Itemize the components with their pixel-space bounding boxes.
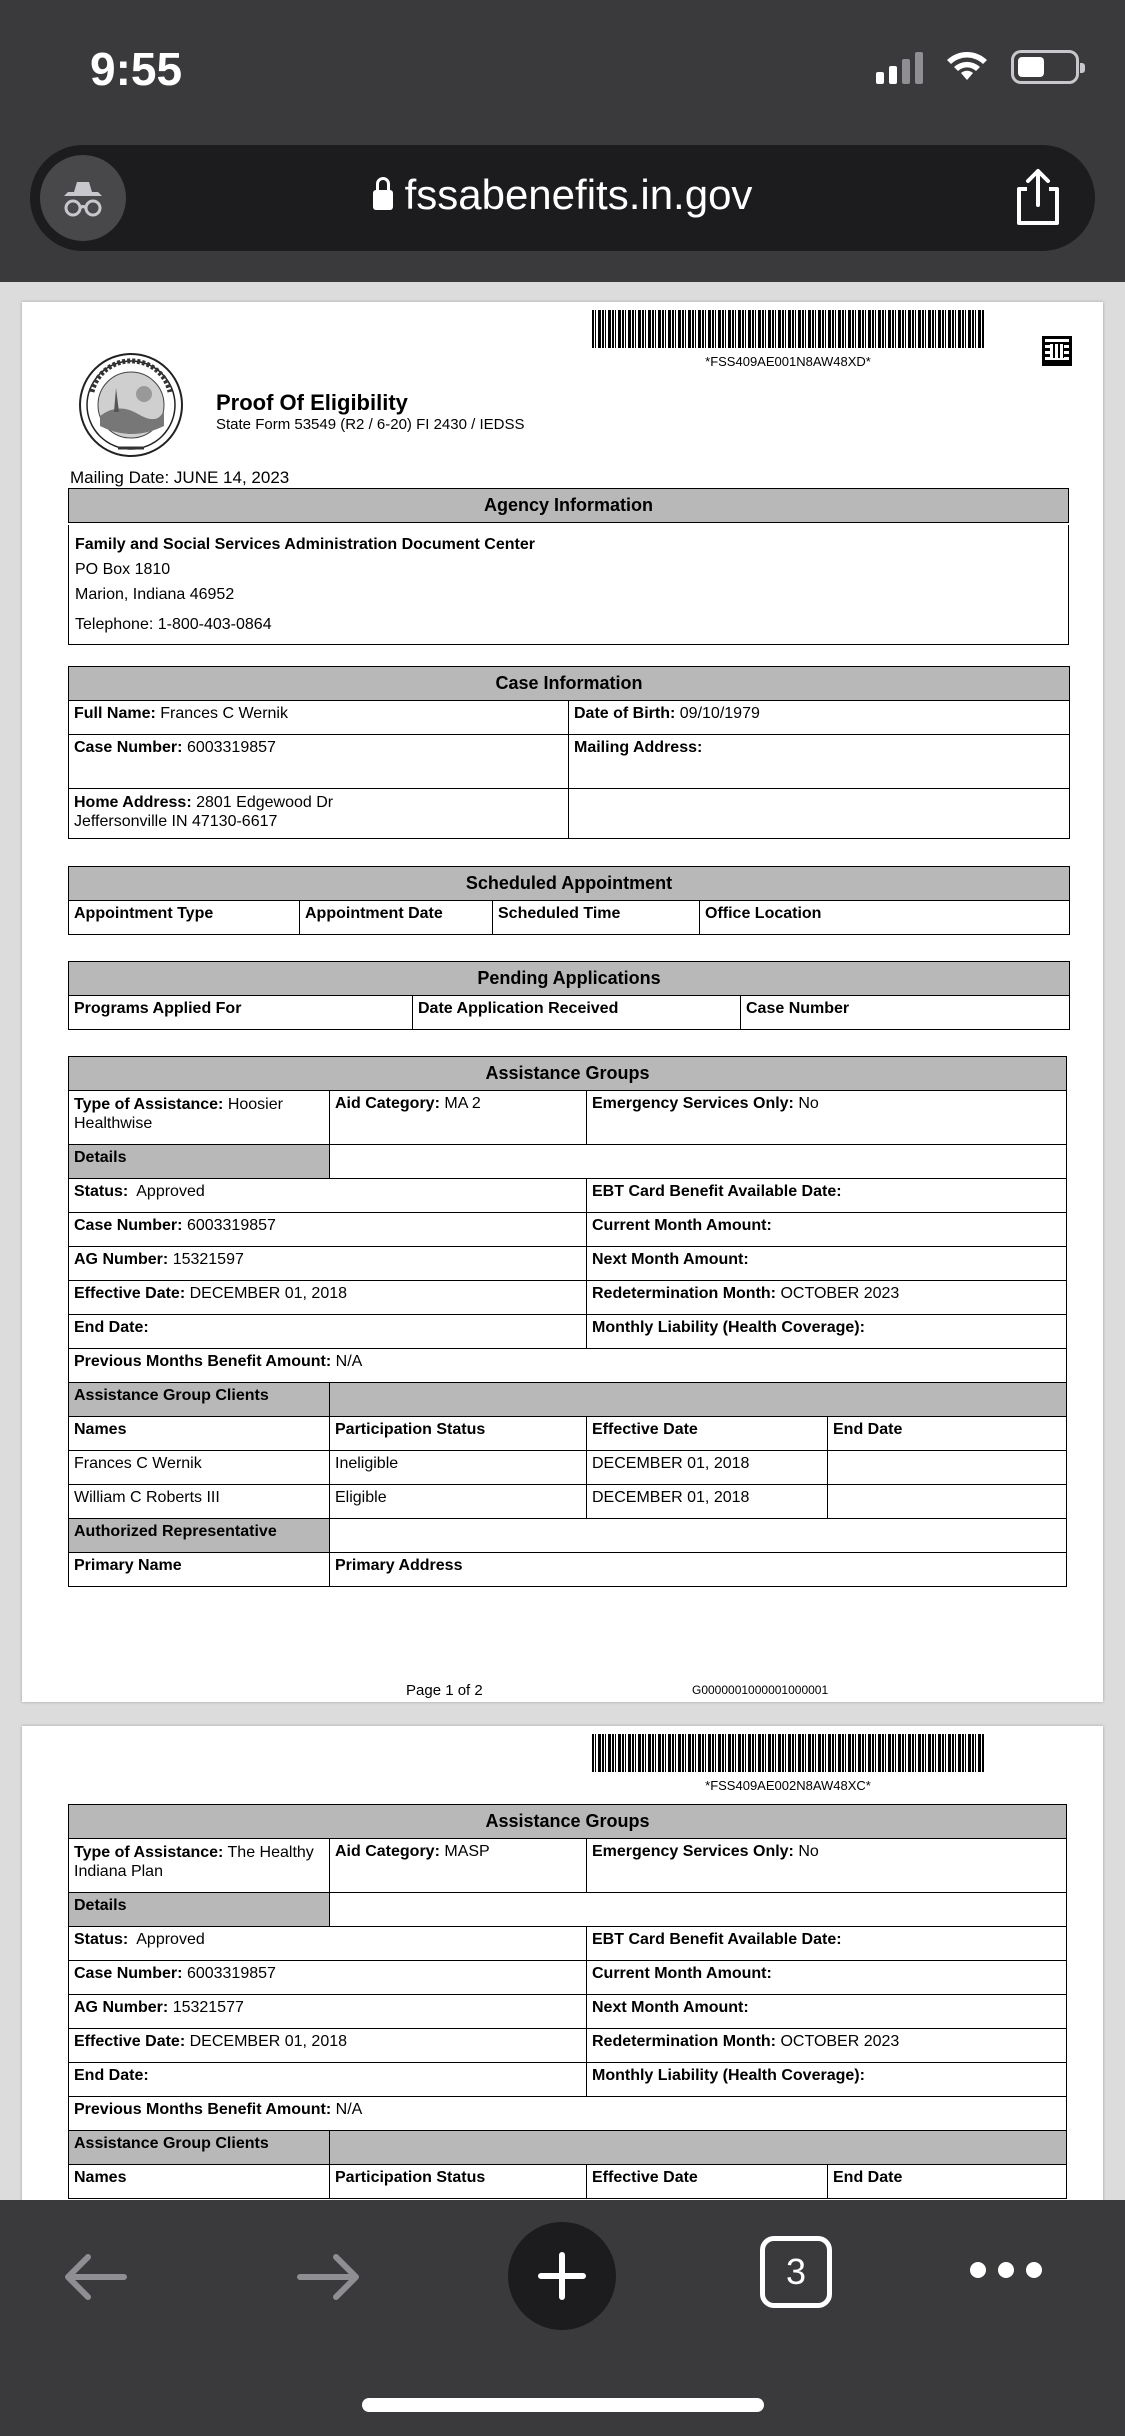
end-date-cell: End Date: (69, 1315, 587, 1349)
previous-benefit-value: N/A (335, 1353, 363, 1370)
state-seal-logo (78, 352, 184, 458)
agency-telephone: Telephone: 1-800-403-0864 (75, 616, 272, 633)
cellular-signal-icon (876, 50, 923, 84)
previous-benefit-cell: Previous Months Benefit Amount: N/A (69, 1349, 1067, 1383)
current-month-amount-cell: Current Month Amount: (587, 1961, 1067, 1995)
ag-number-cell: AG Number: 15321577 (69, 1995, 587, 2029)
tab-switcher-button[interactable]: 3 (760, 2236, 832, 2308)
end-date-cell: End Date: (69, 2063, 587, 2097)
aid-category-cell: Aid Category: MA 2 (330, 1091, 587, 1145)
agency-address-line1: PO Box 1810 (75, 561, 171, 578)
forward-arrow-icon (294, 2252, 364, 2302)
details-empty (330, 1145, 1067, 1179)
qr-code-image (1042, 336, 1072, 366)
back-arrow-icon (60, 2252, 130, 2302)
assistance-groups-header: Assistance Groups (69, 1805, 1067, 1839)
col-appointment-date: Appointment Date (300, 901, 493, 935)
back-button[interactable] (40, 2222, 150, 2332)
client-end-date (828, 1451, 1067, 1485)
new-tab-button[interactable] (508, 2222, 616, 2330)
table-row (69, 1485, 1067, 1519)
col-effective-date: Effective Date (587, 1417, 828, 1451)
details-label: Details (69, 1145, 330, 1179)
ag-number-cell: AG Number: 15321597 (69, 1247, 587, 1281)
home-address-line1: 2801 Edgewood Dr (196, 794, 334, 811)
status-value: Approved (136, 1183, 205, 1200)
col-scheduled-time: Scheduled Time (493, 901, 700, 935)
type-of-assistance-cell: Type of Assistance: The Healthy Indiana Plan (69, 1839, 330, 1893)
aid-category-cell: Aid Category: MASP (330, 1839, 587, 1893)
clients-label: Assistance Group Clients (69, 2131, 330, 2165)
col-end-date: End Date (828, 1417, 1067, 1451)
next-month-amount-cell: Next Month Amount: (587, 1247, 1067, 1281)
ag-number-value: 15321597 (172, 1251, 244, 1268)
col-date-received: Date Application Received (413, 996, 741, 1030)
case-info-table (68, 666, 1070, 839)
pending-applications-table (68, 961, 1070, 1030)
status-cell: Status: Approved (69, 1927, 587, 1961)
client-name: Frances C Wernik (69, 1451, 330, 1485)
lock-icon (373, 190, 393, 210)
col-office-location: Office Location (700, 901, 1070, 935)
agency-info-body (68, 525, 1069, 645)
aid-category-value: MASP (444, 1843, 490, 1860)
barcode-label: *FSS409AE001N8AW48XD* (705, 354, 871, 369)
emergency-services-value: No (798, 1095, 819, 1112)
full-name-cell: Full Name: Frances C Wernik (69, 701, 569, 735)
agency-info-header: Agency Information (69, 489, 1069, 523)
mailing-address-cell: Mailing Address: (569, 735, 1070, 789)
col-appointment-type: Appointment Type (69, 901, 300, 935)
redetermination-cell: Redetermination Month: OCTOBER 2023 (587, 2029, 1067, 2063)
home-address-line2: Jeffersonville IN 47130-6617 (74, 813, 278, 830)
ag-case-number-value: 6003319857 (186, 1965, 276, 1982)
effective-date-cell: Effective Date: DECEMBER 01, 2018 (69, 1281, 587, 1315)
dob-value: 09/10/1979 (679, 705, 760, 722)
type-of-assistance-value: The Healthy Indiana Plan (74, 1844, 314, 1880)
full-name-value: Frances C Wernik (160, 705, 288, 722)
agency-info-header-table (68, 488, 1069, 523)
barcode-image (592, 1734, 984, 1772)
effective-date-cell: Effective Date: DECEMBER 01, 2018 (69, 2029, 587, 2063)
emergency-services-cell: Emergency Services Only: No (587, 1839, 1067, 1893)
ag-case-number-cell: Case Number: 6003319857 (69, 1213, 587, 1247)
previous-benefit-cell: Previous Months Benefit Amount: N/A (69, 2097, 1067, 2131)
ebt-date-cell: EBT Card Benefit Available Date: (587, 1179, 1067, 1213)
page-number: Page 1 of 2 (406, 1682, 483, 1699)
current-month-amount-cell: Current Month Amount: (587, 1213, 1067, 1247)
monthly-liability-cell: Monthly Liability (Health Coverage): (587, 1315, 1067, 1349)
monthly-liability-cell: Monthly Liability (Health Coverage): (587, 2063, 1067, 2097)
authorized-rep-empty (330, 1519, 1067, 1553)
status-value: Approved (136, 1931, 205, 1948)
page-footer-code: G0000001000001000001 (692, 1683, 829, 1697)
dob-cell: Date of Birth: 09/10/1979 (569, 701, 1070, 735)
mailing-date: Mailing Date: JUNE 14, 2023 (70, 468, 290, 487)
col-names: Names (69, 1417, 330, 1451)
redetermination-value: OCTOBER 2023 (780, 2033, 900, 2050)
url-text: fssabenefits.in.gov (404, 171, 753, 218)
document-title: Proof Of Eligibility (216, 390, 408, 415)
client-end-date (828, 1485, 1067, 1519)
scheduled-appointment-table (68, 866, 1070, 935)
browser-top-bar (0, 0, 1125, 282)
scheduled-appointment-header: Scheduled Appointment (69, 867, 1070, 901)
col-end-date: End Date (828, 2165, 1067, 2199)
pending-applications-header: Pending Applications (69, 962, 1070, 996)
client-name: William C Roberts III (69, 1485, 330, 1519)
effective-date-value: DECEMBER 01, 2018 (189, 2033, 348, 2050)
client-status: Ineligible (330, 1451, 587, 1485)
case-number-value: 6003319857 (186, 739, 276, 756)
clients-label-fill (330, 2131, 1067, 2165)
clients-label: Assistance Group Clients (69, 1383, 330, 1417)
redetermination-cell: Redetermination Month: OCTOBER 2023 (587, 1281, 1067, 1315)
emergency-services-cell: Emergency Services Only: No (587, 1091, 1067, 1145)
client-effective-date: DECEMBER 01, 2018 (587, 1485, 828, 1519)
col-programs-applied: Programs Applied For (69, 996, 413, 1030)
table-row (69, 1451, 1067, 1485)
status-time: 9:55 (90, 43, 183, 95)
client-effective-date: DECEMBER 01, 2018 (587, 1451, 828, 1485)
assistance-groups-table-2 (68, 1804, 1067, 2199)
assistance-groups-table (68, 1056, 1067, 1587)
empty-cell (569, 789, 1070, 839)
more-dots-icon[interactable] (970, 2262, 1042, 2278)
home-address-cell: Home Address: 2801 Edgewood Dr Jeffersonville IN 47130-6617 (69, 789, 569, 839)
col-effective-date: Effective Date (587, 2165, 828, 2199)
barcode-image (592, 310, 984, 348)
details-empty (330, 1893, 1067, 1927)
url-display[interactable] (30, 171, 1095, 219)
previous-benefit-value: N/A (335, 2101, 363, 2118)
address-bar[interactable] (30, 145, 1095, 251)
ag-number-value: 15321577 (172, 1999, 244, 2016)
agency-address-line2: Marion, Indiana 46952 (75, 586, 235, 603)
aid-category-value: MA 2 (444, 1095, 481, 1112)
type-of-assistance-value: Hoosier Healthwise (74, 1096, 283, 1132)
col-primary-address: Primary Address (330, 1553, 1067, 1587)
barcode-label: *FSS409AE002N8AW48XC* (705, 1778, 871, 1793)
col-participation-status: Participation Status (330, 2165, 587, 2199)
redetermination-value: OCTOBER 2023 (780, 1285, 900, 1302)
authorized-rep-label: Authorized Representative (69, 1519, 330, 1553)
status-cell: Status: Approved (69, 1179, 587, 1213)
type-of-assistance-cell: Type of Assistance: Hoosier Healthwise (69, 1091, 330, 1145)
clients-label-fill (330, 1383, 1067, 1417)
case-info-header: Case Information (69, 667, 1070, 701)
ag-case-number-cell: Case Number: 6003319857 (69, 1961, 587, 1995)
emergency-services-value: No (798, 1843, 819, 1860)
forward-button[interactable] (274, 2222, 384, 2332)
form-identifier: State Form 53549 (R2 / 6-20) FI 2430 / IEDSS (216, 416, 525, 433)
share-icon[interactable] (1007, 167, 1069, 229)
next-month-amount-cell: Next Month Amount: (587, 1995, 1067, 2029)
wifi-icon (945, 50, 989, 84)
col-primary-name: Primary Name (69, 1553, 330, 1587)
status-icons (876, 50, 1079, 84)
ebt-date-cell: EBT Card Benefit Available Date: (587, 1927, 1067, 1961)
agency-name: Family and Social Services Administration Document Center (75, 536, 535, 553)
battery-icon (1011, 50, 1079, 84)
plus-icon (537, 2251, 587, 2301)
home-indicator (362, 2398, 764, 2412)
document-page-1 (22, 302, 1103, 1702)
ag-case-number-value: 6003319857 (186, 1217, 276, 1234)
effective-date-value: DECEMBER 01, 2018 (189, 1285, 348, 1302)
assistance-groups-header: Assistance Groups (69, 1057, 1067, 1091)
col-names: Names (69, 2165, 330, 2199)
col-case-number: Case Number (741, 996, 1070, 1030)
col-participation-status: Participation Status (330, 1417, 587, 1451)
details-label: Details (69, 1893, 330, 1927)
case-number-cell: Case Number: 6003319857 (69, 735, 569, 789)
browser-bottom-toolbar (0, 2200, 1125, 2436)
client-status: Eligible (330, 1485, 587, 1519)
